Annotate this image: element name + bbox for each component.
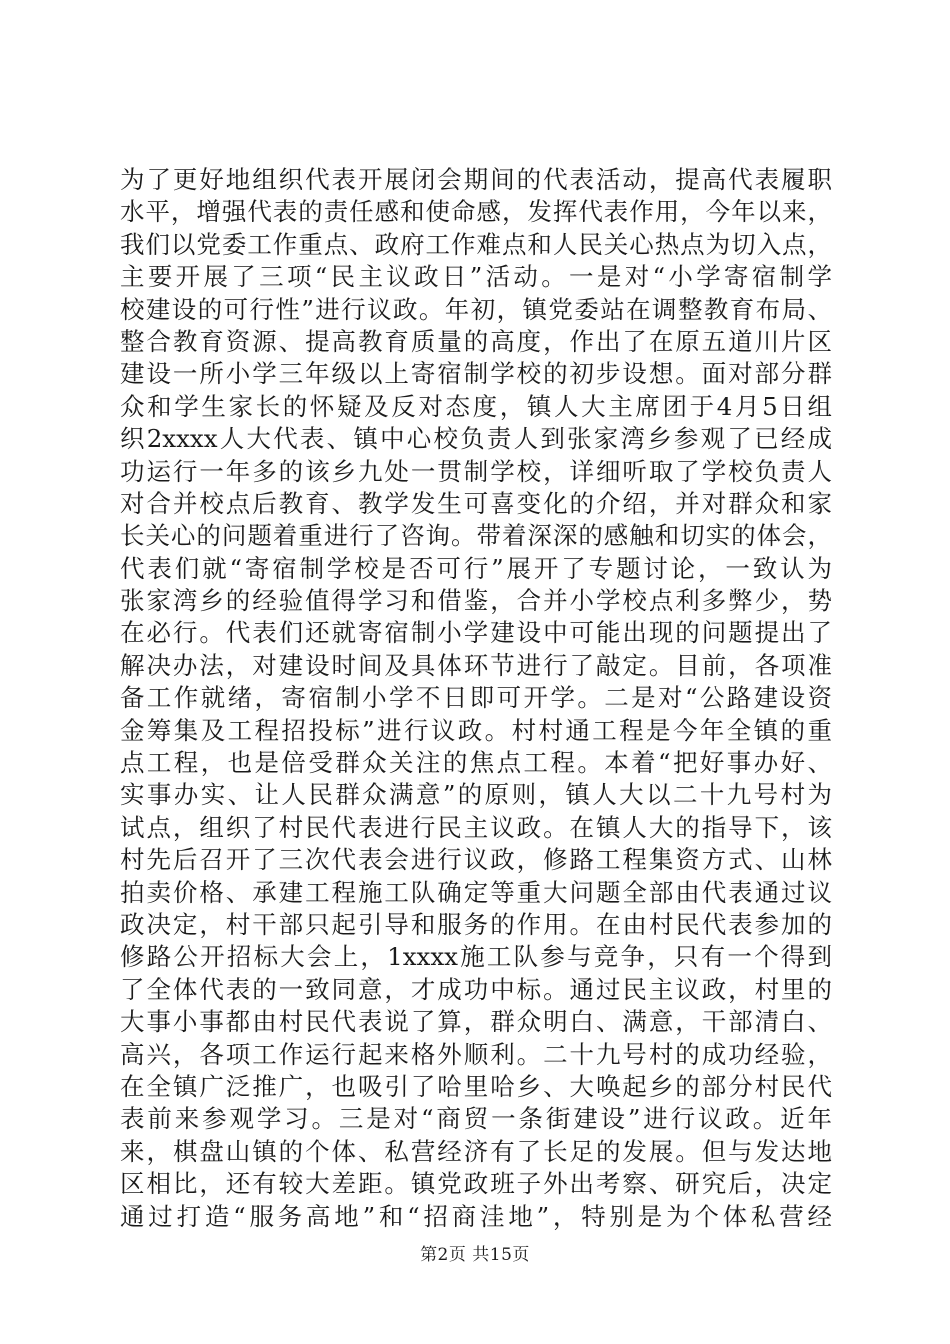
text-line: 表前来参观学习。三是对“商贸一条街建设”进行议政。近年 <box>120 1104 832 1134</box>
text-line: 众和学生家长的怀疑及反对态度，镇人大主席团于4月5日组 <box>120 391 832 421</box>
page-number: 第2页 共15页 <box>420 1245 530 1265</box>
text-line: 实事办实、让人民群众满意”的原则，镇人大以二十九号村为 <box>120 780 832 810</box>
text-line: 我们以党委工作重点、政府工作难点和人民关心热点为切入点， <box>120 229 832 259</box>
text-line: 在全镇广泛推广，也吸引了哈里哈乡、大唤起乡的部分村民代 <box>120 1071 832 1101</box>
text-line: 织2xxxx人大代表、镇中心校负责人到张家湾乡参观了已经成 <box>120 424 832 454</box>
text-line: 长关心的问题着重进行了咨询。带着深深的感触和切实的体会， <box>120 521 832 551</box>
text-line: 功运行一年多的该乡九处一贯制学校，详细听取了学校负责人 <box>120 456 832 486</box>
text-line: 建设一所小学三年级以上寄宿制学校的初步设想。面对部分群 <box>120 359 832 389</box>
text-line: 主要开展了三项“民主议政日”活动。一是对“小学寄宿制学 <box>120 262 832 292</box>
text-line: 点工程，也是倍受群众关注的焦点工程。本着“把好事办好、 <box>120 748 832 778</box>
text-line: 试点，组织了村民代表进行民主议政。在镇人大的指导下，该 <box>120 812 832 842</box>
text-line: 水平，增强代表的责任感和使命感，发挥代表作用，今年以来， <box>120 197 832 227</box>
text-line: 对合并校点后教育、教学发生可喜变化的介绍，并对群众和家 <box>120 488 832 518</box>
body-text <box>120 164 832 1233</box>
text-line: 整合教育资源、提高教育质量的高度，作出了在原五道川片区 <box>120 326 832 356</box>
text-line: 村先后召开了三次代表会进行议政，修路工程集资方式、山林 <box>120 845 832 875</box>
text-line: 了全体代表的一致同意，才成功中标。通过民主议政，村里的 <box>120 974 832 1004</box>
text-line: 高兴，各项工作运行起来格外顺利。二十九号村的成功经验， <box>120 1039 832 1069</box>
text-line: 张家湾乡的经验值得学习和借鉴，合并小学校点利多弊少，势 <box>120 586 832 616</box>
text-line: 解决办法，对建设时间及具体环节进行了敲定。目前，各项准 <box>120 650 832 680</box>
text-line: 拍卖价格、承建工程施工队确定等重大问题全部由代表通过议 <box>120 877 832 907</box>
text-line: 代表们就“寄宿制学校是否可行”展开了专题讨论，一致认为 <box>120 553 832 583</box>
text-line: 政决定，村干部只起引导和服务的作用。在由村民代表参加的 <box>120 909 832 939</box>
text-line: 校建设的可行性”进行议政。年初，镇党委站在调整教育布局、 <box>120 294 832 324</box>
text-line: 区相比，还有较大差距。镇党政班子外出考察、研究后，决定 <box>120 1169 832 1199</box>
text-line: 通过打造“服务高地”和“招商洼地”，特别是为个体私营经 <box>120 1201 832 1231</box>
text-line: 在必行。代表们还就寄宿制小学建设中可能出现的问题提出了 <box>120 618 832 648</box>
text-line: 大事小事都由村民代表说了算，群众明白、满意，干部清白、 <box>120 1007 832 1037</box>
text-line: 来，棋盘山镇的个体、私营经济有了长足的发展。但与发达地 <box>120 1136 832 1166</box>
text-line: 金筹集及工程招投标”进行议政。村村通工程是今年全镇的重 <box>120 715 832 745</box>
text-line: 修路公开招标大会上，1xxxx施工队参与竞争，只有一个得到 <box>120 942 832 972</box>
text-line: 备工作就绪，寄宿制小学不日即可开学。二是对“公路建设资 <box>120 683 832 713</box>
text-line: 为了更好地组织代表开展闭会期间的代表活动，提高代表履职 <box>120 165 832 194</box>
